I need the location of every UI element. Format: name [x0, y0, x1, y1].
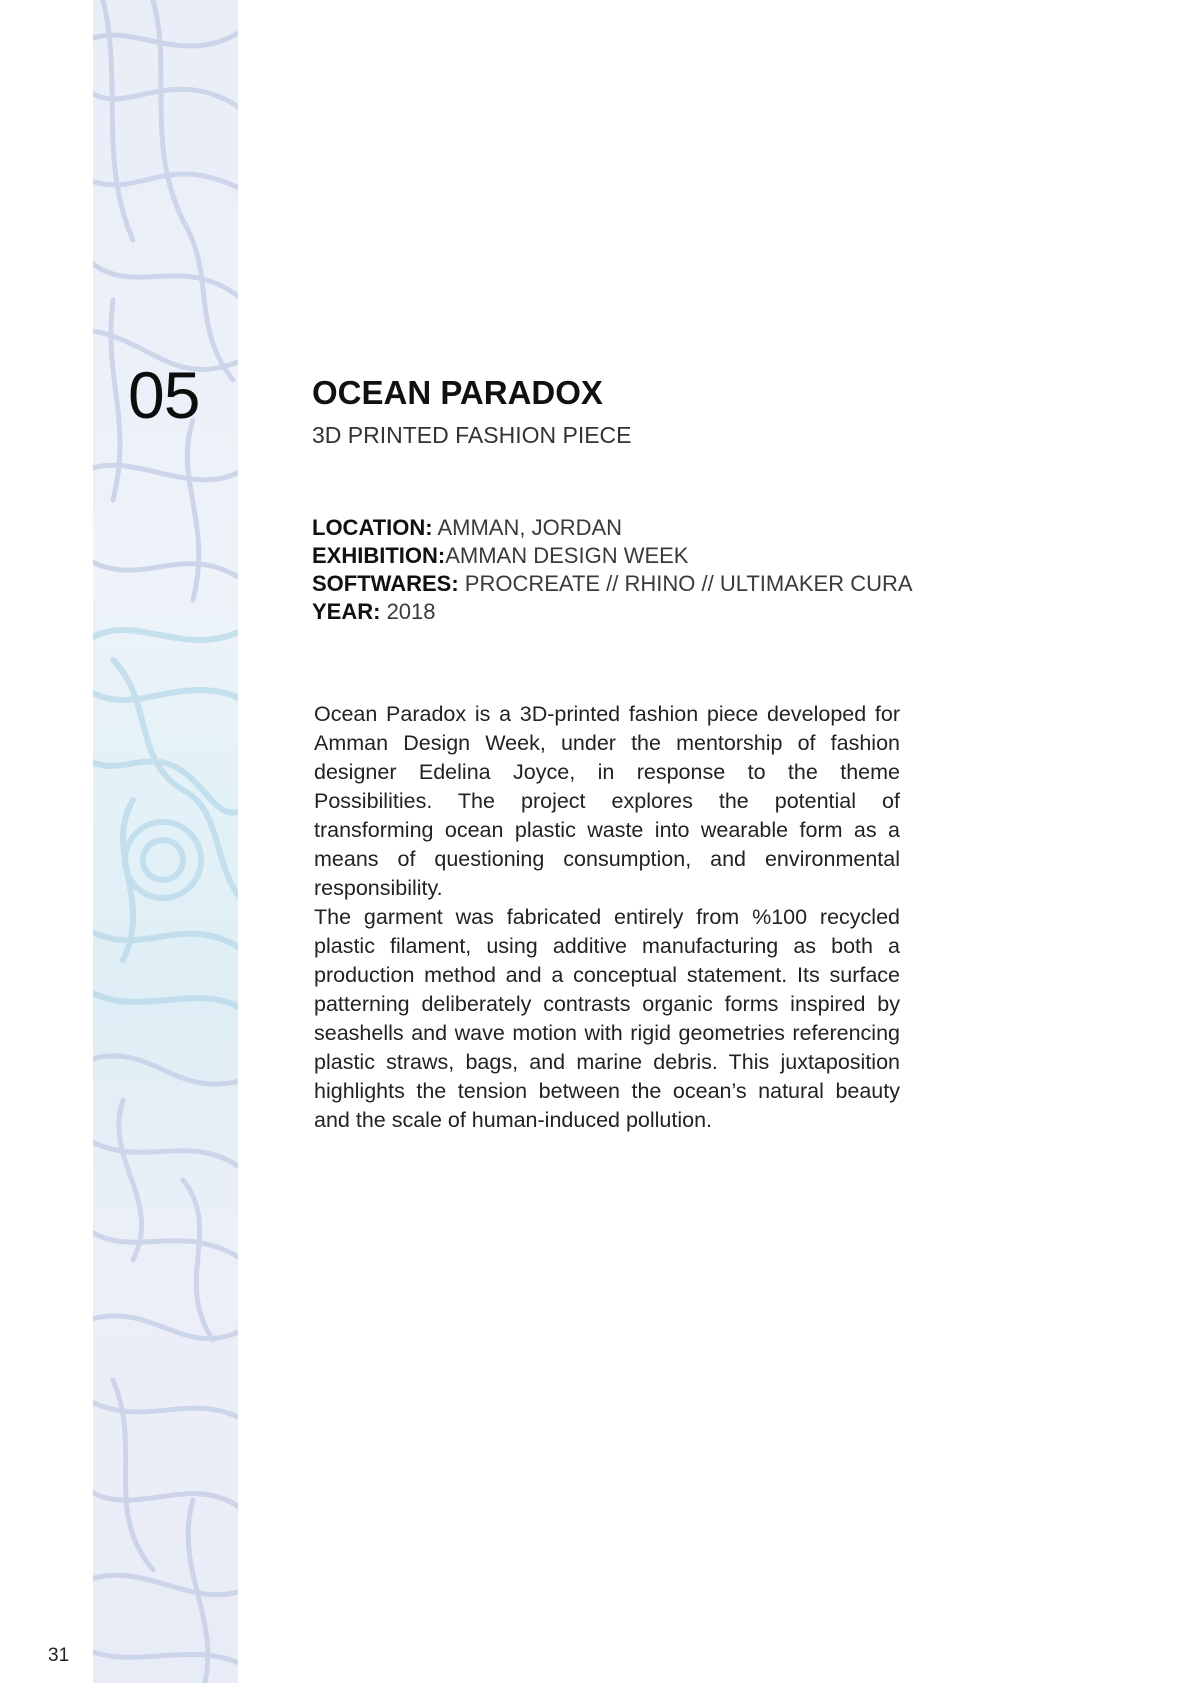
- meta-exhibition-value: AMMAN DESIGN WEEK: [445, 543, 689, 568]
- project-description: [314, 700, 900, 1135]
- meta-softwares: [312, 570, 932, 598]
- side-image-strip: [93, 0, 238, 1683]
- meta-year-value: 2018: [380, 599, 436, 624]
- printed-garment-photo: [93, 0, 238, 1683]
- description-paragraph: The garment was fabricated entirely from %100 recycled plastic filament, using additive manufacturing as both a production method and a conceptual statement. Its surface patterning deliberately contrasts organic forms inspired by seashells and wave motion with rigid geometries referencing plastic straws, bags, and marine debris. This juxtaposition highlights the tension between the ocean’s natural beauty and the scale of human-induced pollution.: [314, 905, 900, 1132]
- meta-location-value: AMMAN, JORDAN: [432, 515, 623, 540]
- project-number: 05: [128, 358, 200, 432]
- project-title: OCEAN PARADOX: [312, 374, 603, 411]
- meta-year: [312, 598, 932, 626]
- meta-location: [312, 514, 932, 542]
- project-subtitle: 3D PRINTED FASHION PIECE: [312, 422, 632, 448]
- meta-location-label: LOCATION:: [312, 515, 433, 540]
- meta-exhibition: [312, 542, 932, 570]
- description-paragraph: Ocean Paradox is a 3D-printed fashion piece developed for Amman Design Week, under the mentorship of fashion designer Edelina Joyce, in response to the theme Possibilities. The project explores the potential of transforming ocean plastic waste into wearable form as a means of questioning consumption, and environmental responsibility.: [314, 702, 900, 900]
- project-metadata: [312, 514, 932, 626]
- meta-softwares-label: SOFTWARES:: [312, 571, 459, 596]
- meta-exhibition-label: EXHIBITION:: [312, 543, 446, 568]
- page-number: 31: [48, 1645, 70, 1666]
- meta-softwares-value: PROCREATE // RHINO // ULTIMAKER CURA: [458, 571, 913, 596]
- meta-year-label: YEAR:: [312, 599, 381, 624]
